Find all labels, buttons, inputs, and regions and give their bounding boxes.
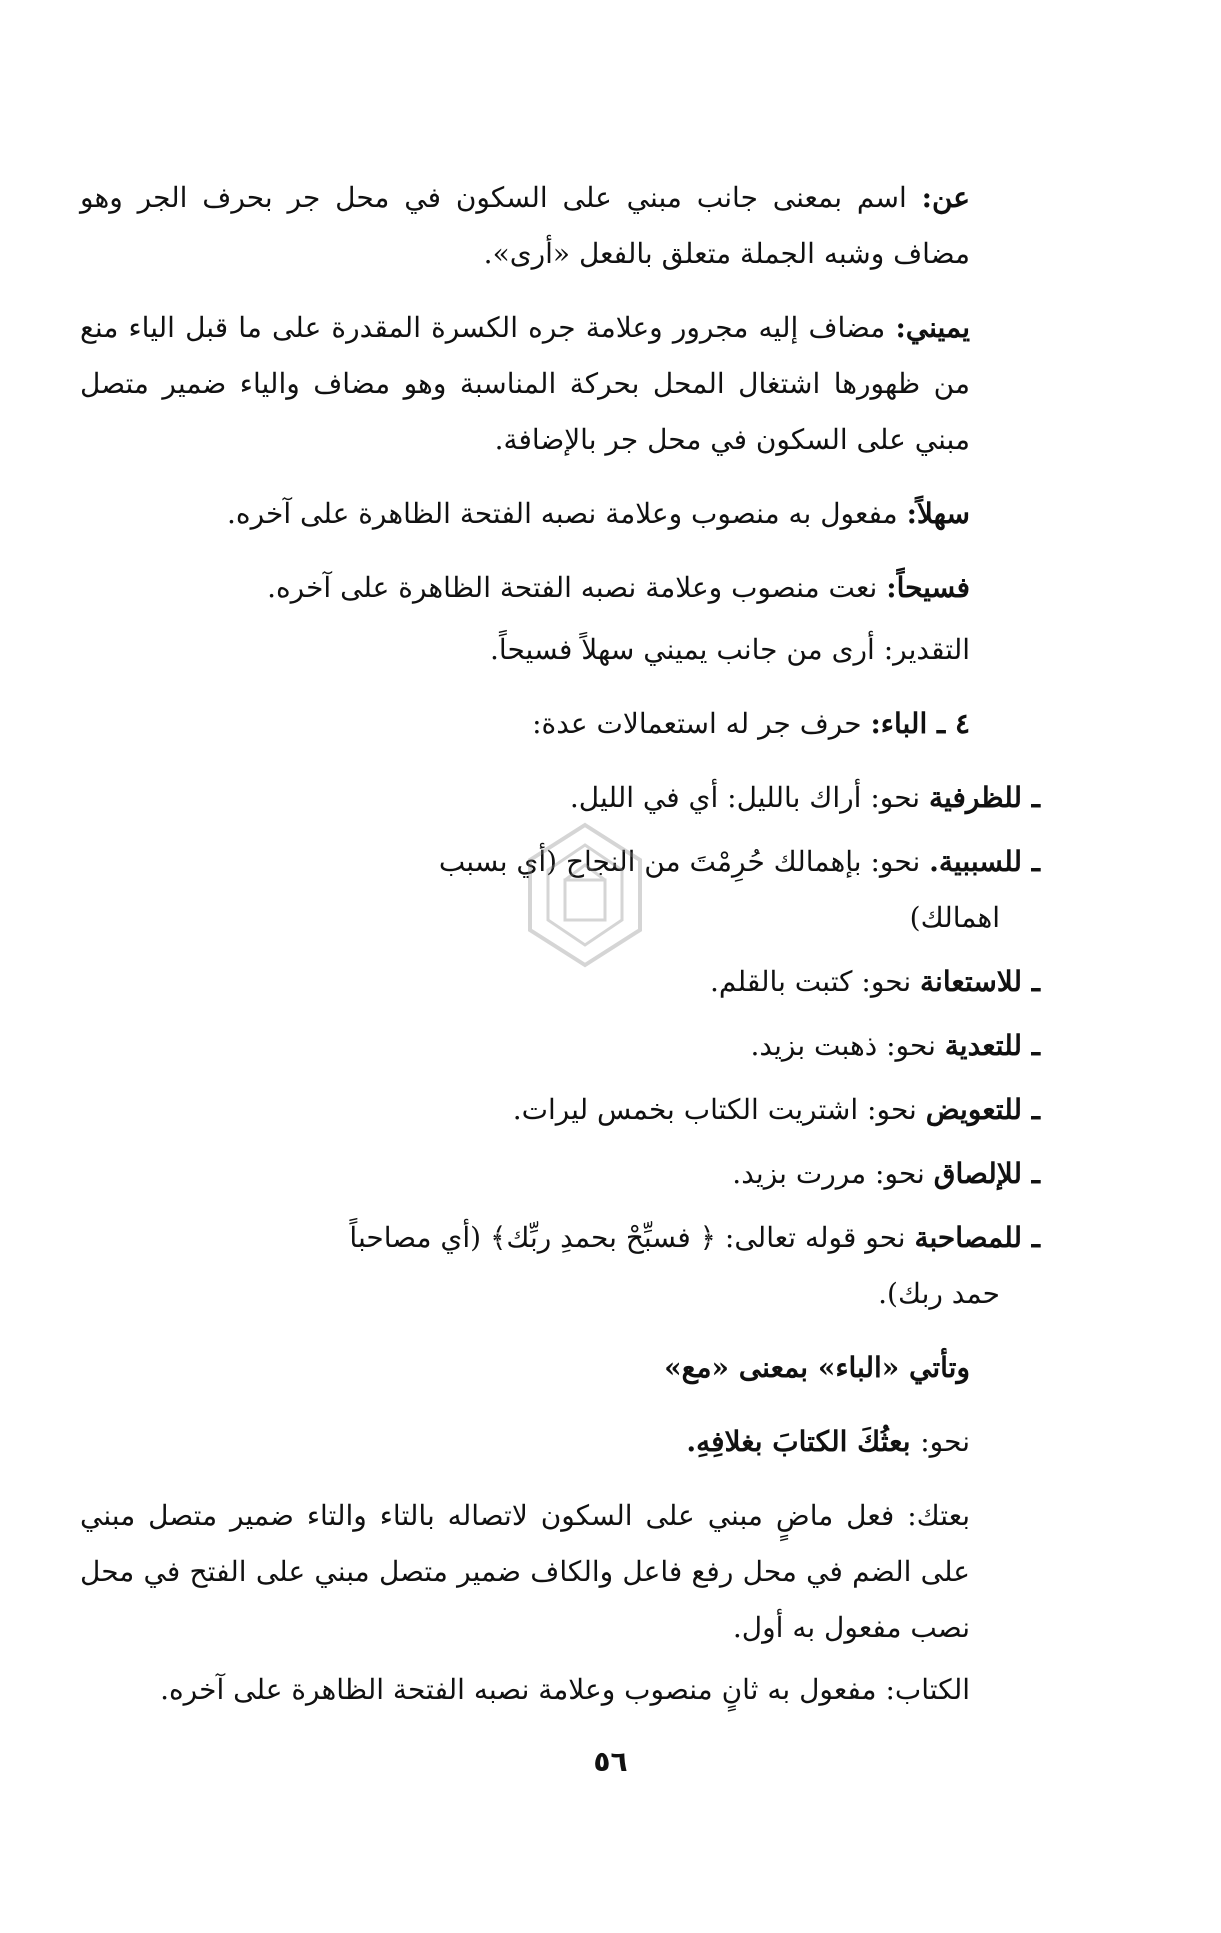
text-fasihan: نعت منصوب وعلامة نصبه الفتحة الظاهرة على آخره. [267, 571, 887, 604]
term-ba: ٤ ـ الباء: [870, 707, 970, 740]
page-number: ٥٦ [593, 1745, 628, 1778]
note-text: وتأتي «الباء» بمعنى «مع» [664, 1351, 970, 1384]
use-label: ـ للاستعانة [920, 965, 1040, 998]
paragraph-fasihan [80, 560, 1040, 616]
use-text: نحو: اشتريت الكتاب بخمس ليرات. [512, 1093, 926, 1126]
use-text: نحو: ذهبت بزيد. [750, 1029, 945, 1062]
list-item [80, 1146, 1040, 1202]
use-label: ـ للسببية. [929, 845, 1040, 878]
use-text: نحو: مررت بزيد. [732, 1157, 934, 1190]
use-text: نحو: بإهمالك حُرِمْتَ من النجاح (أي بسبب [438, 845, 930, 878]
term-fasihan: فسيحاً: [886, 571, 970, 604]
use-label: ـ للإلصاق [933, 1157, 1040, 1190]
text-ba: حرف جر له استعمالات عدة: [532, 707, 871, 740]
use-label: ـ للتعويض [925, 1093, 1040, 1126]
use-label: ـ للتعدية [944, 1029, 1040, 1062]
use-label: ـ للظرفية [928, 781, 1040, 814]
paragraph-ba-heading [80, 696, 1040, 752]
example-label: نحو: [920, 1425, 970, 1458]
text-sahlan: مفعول به منصوب وعلامة نصبه الفتحة الظاهرة على آخره. [227, 497, 907, 530]
use-text: نحو: أراك بالليل: أي في الليل. [569, 781, 929, 814]
example-line [80, 1414, 1040, 1470]
list-item [80, 1082, 1040, 1138]
note-ba-maa [80, 1340, 1040, 1396]
text-taqdir: أرى من جانب يميني سهلاً فسيحاً. [490, 633, 884, 666]
paragraph-sahlan [80, 486, 1040, 542]
text-baatuka: فعل ماضٍ مبني على السكون لاتصاله بالتاء والتاء ضمير متصل مبني على الضم في محل رفع فاعل والكاف ضمير متصل مبني على الفتح في محل نصب مفعول به أول. [80, 1499, 970, 1644]
use-text: نحو: كتبت بالقلم. [710, 965, 921, 998]
use-continuation: اهمالك) [909, 901, 1000, 934]
term-yamini: يميني: [895, 311, 970, 344]
analysis-kitab [80, 1662, 1040, 1718]
paragraph-taqdir [80, 622, 1040, 678]
text-yamini: مضاف إليه مجرور وعلامة جره الكسرة المقدرة على ما قبل الياء منع من ظهورها اشتغال المحل بحركة المناسبة وهو مضاف والياء ضمير متصل مبني على السكون في محل جر بالإضافة. [80, 311, 970, 456]
list-item [80, 1210, 1040, 1322]
list-item [80, 1018, 1040, 1074]
term-baatuka: بعتك: [907, 1499, 970, 1532]
term-taqdir: التقدير: [883, 633, 970, 666]
analysis-baatuka [80, 1488, 1040, 1656]
use-continuation: حمد ربك). [878, 1277, 1000, 1310]
term-sahlan: سهلاً: [906, 497, 970, 530]
use-text: نحو قوله تعالى: ﴿ فسبِّحْ بحمدِ ربِّك﴾ (أي مصاحباً [349, 1221, 915, 1254]
term-an: عن: [921, 181, 970, 214]
use-label: ـ للمصاحبة [914, 1221, 1040, 1254]
paragraph-an [80, 170, 1040, 282]
example-text: بعثُكَ الكتابَ بغلافِهِ. [686, 1425, 921, 1458]
list-item [80, 770, 1040, 826]
text-kitab: مفعول به ثانٍ منصوب وعلامة نصبه الفتحة الظاهرة على آخره. [160, 1673, 886, 1706]
term-kitab: الكتاب: [885, 1673, 970, 1706]
library-seal-icon [520, 820, 650, 970]
paragraph-yamini [80, 300, 1040, 468]
text-an: اسم بمعنى جانب مبني على السكون في محل جر بحرف الجر وهو مضاف وشبه الجملة متعلق بالفعل «أرى». [80, 181, 970, 270]
